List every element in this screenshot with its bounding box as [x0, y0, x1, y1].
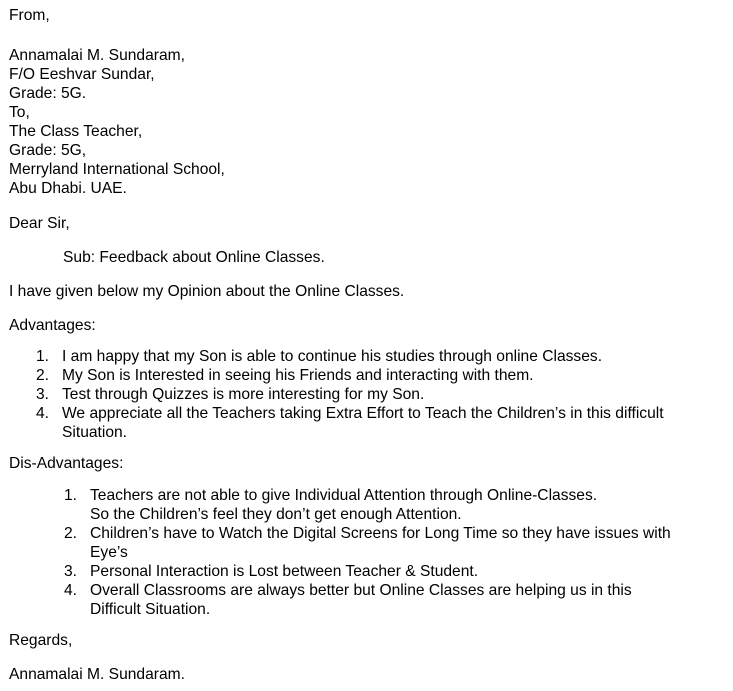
list-number: 3.	[36, 386, 50, 403]
list-text-continued: Difficult Situation.	[90, 601, 211, 618]
list-text: I am happy that my Son is able to continue his studies through online Classes.	[62, 348, 603, 365]
recipient-title: The Class Teacher,	[9, 123, 143, 140]
list-text: Overall Classrooms are always better but Online Classes are helping us in this	[90, 582, 632, 599]
list-number: 4.	[64, 582, 78, 599]
sender-address	[9, 46, 725, 103]
sender-relation: F/O Eeshvar Sundar,	[9, 66, 155, 83]
list-number: 1.	[64, 487, 78, 504]
disadvantages-list	[9, 486, 725, 619]
advantages-list	[9, 347, 725, 442]
list-number: 2.	[36, 367, 50, 384]
from-label: From,	[9, 7, 50, 24]
list-text: Test through Quizzes is more interesting for my Son.	[62, 386, 425, 403]
sender-name: Annamalai M. Sundaram,	[9, 47, 185, 64]
list-text: My Son is Interested in seeing his Friends and interacting with them.	[62, 367, 534, 384]
salutation: Dear Sir,	[9, 215, 70, 232]
list-item	[9, 404, 725, 442]
list-text-continued: Eye’s	[90, 544, 128, 561]
disadvantages-heading: Dis-Advantages:	[9, 455, 124, 472]
list-number: 1.	[36, 348, 50, 365]
list-number: 2.	[64, 525, 78, 542]
list-item	[9, 347, 725, 366]
list-item	[9, 524, 725, 562]
sender-grade: Grade: 5G.	[9, 85, 87, 102]
list-text: Personal Interaction is Lost between Teacher & Student.	[90, 563, 479, 580]
recipient-address	[9, 103, 725, 198]
advantages-heading: Advantages:	[9, 317, 96, 334]
list-item	[9, 366, 725, 385]
letter-document	[9, 0, 725, 684]
list-item	[9, 486, 725, 524]
list-item	[9, 581, 725, 619]
to-label: To,	[9, 104, 30, 121]
intro-paragraph: I have given below my Opinion about the Online Classes.	[9, 283, 405, 300]
list-number: 4.	[36, 405, 50, 422]
list-item	[9, 385, 725, 404]
list-number: 3.	[64, 563, 78, 580]
list-text-continued: Situation.	[62, 424, 128, 441]
subject-line: Sub: Feedback about Online Classes.	[63, 249, 325, 266]
list-text: Teachers are not able to give Individual Attention through Online-Classes.	[90, 487, 598, 504]
recipient-city: Abu Dhabi. UAE.	[9, 180, 127, 197]
signature: Annamalai M. Sundaram.	[9, 666, 185, 683]
list-text: Children’s have to Watch the Digital Screens for Long Time so they have issues with	[90, 525, 671, 542]
recipient-grade: Grade: 5G,	[9, 142, 87, 159]
list-item	[9, 562, 725, 581]
list-text-continued: So the Children’s feel they don’t get enough Attention.	[90, 506, 462, 523]
list-text: We appreciate all the Teachers taking Extra Effort to Teach the Children’s in this difficult	[62, 405, 664, 422]
closing: Regards,	[9, 632, 73, 649]
recipient-school: Merryland International School,	[9, 161, 225, 178]
